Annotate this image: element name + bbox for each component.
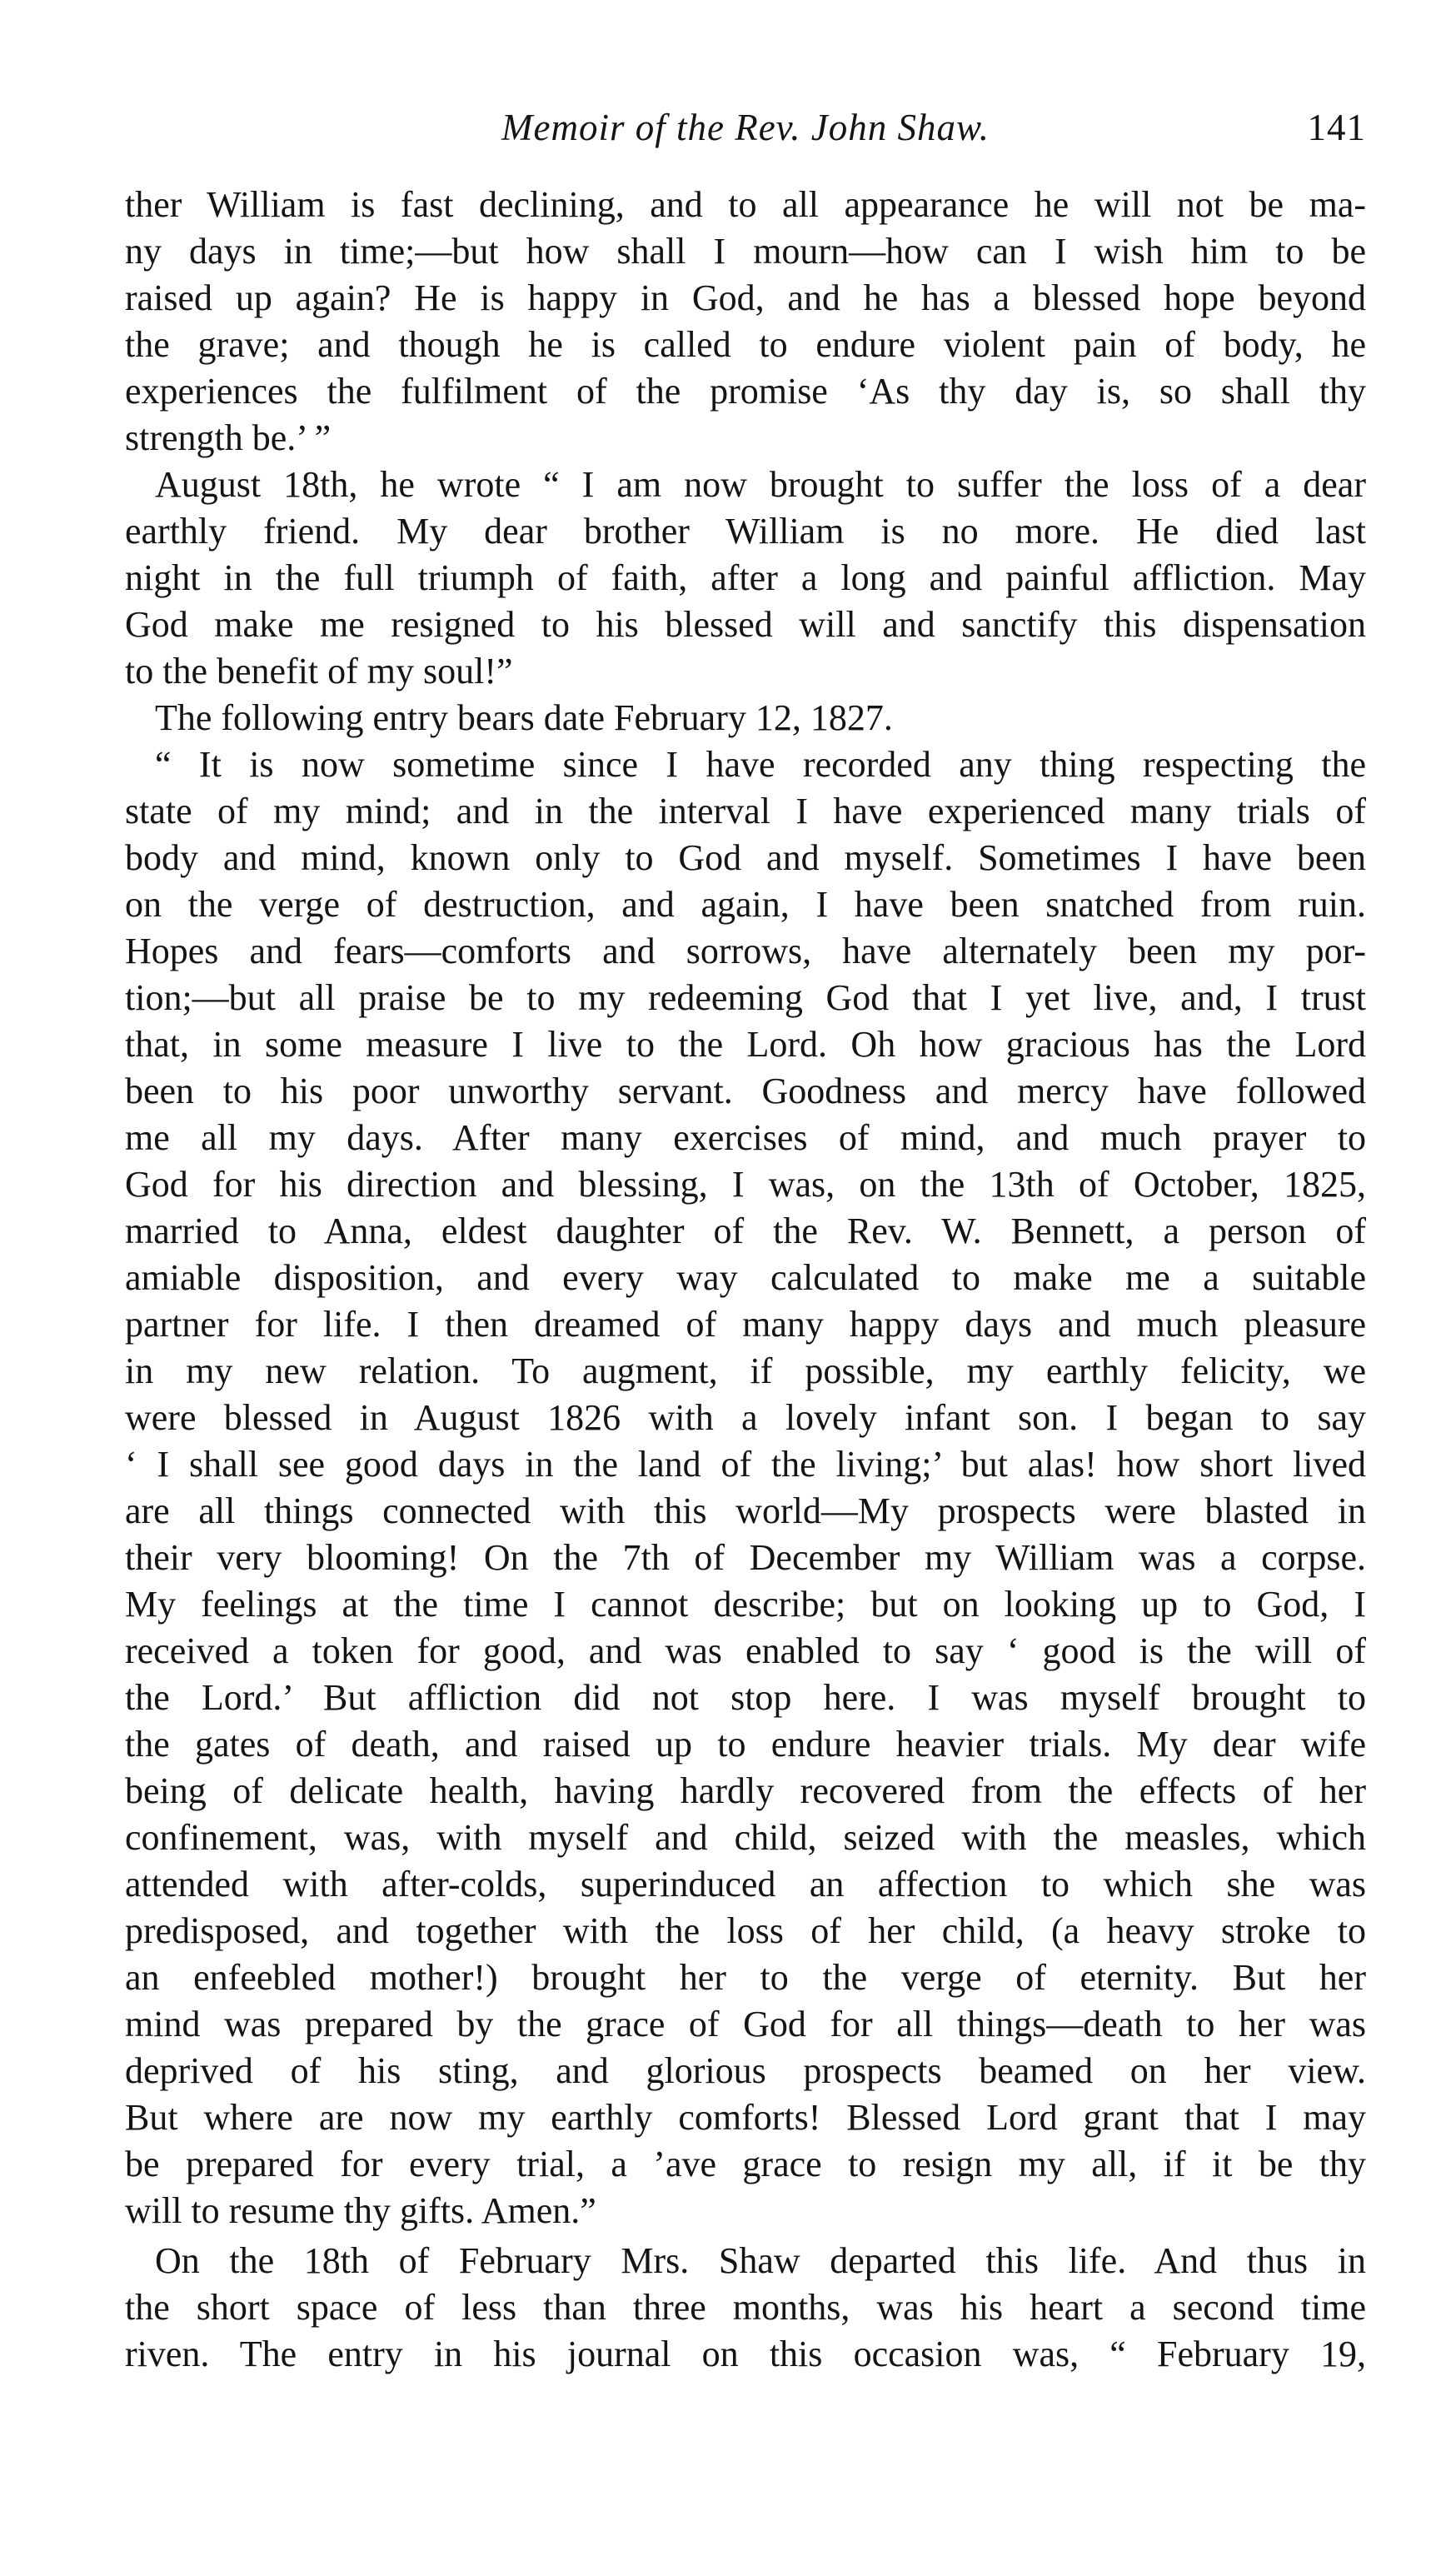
text-line: Hopes and fears—comforts and sorrows, have alternately been my por- [125,931,1366,971]
text-line: state of my mind; and in the interval I have experienced many trials of [125,791,1366,831]
text-line: an enfeebled mother!) brought her to the verge of eternity. But her [125,1957,1366,1998]
text-line: to the benefit of my soul!” [125,651,513,691]
text-line: their very blooming! On the 7th of December my William was a corpse. [125,1537,1366,1578]
page-number: 141 [1307,107,1366,148]
text-line: ther William is fast declining, and to all appearance he will not be ma- [125,184,1366,225]
text-line: But where are now my earthly comforts! Blessed Lord grant that I may [125,2097,1366,2138]
text-line: the Lord.’ But affliction did not stop here. I was myself brought to [125,1677,1366,1718]
text-line: been to his poor unworthy servant. Goodness and mercy have followed [125,1071,1366,1111]
text-line: On the 18th of February Mrs. Shaw departed this life. And thus in [155,2240,1366,2281]
text-line: God for his direction and blessing, I was, on the 13th of October, 1825, [125,1164,1366,1205]
text-line: that, in some measure I live to the Lord. Oh how gracious has the Lord [125,1024,1366,1065]
text-line: me all my days. After many exercises of mind, and much prayer to [125,1117,1366,1158]
text-line: will to resume thy gifts. Amen.” [125,2190,596,2231]
text-line: on the verge of destruction, and again, I have been snatched from ruin. [125,884,1366,925]
text-line: confinement, was, with myself and child, seized with the measles, which [125,1817,1366,1858]
text-line: be prepared for every trial, a ’ave grace to resign my all, if it be thy [125,2144,1366,2184]
running-title: Memoir of the Rev. John Shaw. [501,107,990,148]
text-line: ny days in time;—but how shall I mourn—how can I wish him to be [125,231,1366,272]
text-line: the gates of death, and raised up to endure heavier trials. My dear wife [125,1724,1366,1765]
text-line: body and mind, known only to God and myself. Sometimes I have been [125,837,1366,878]
text-line: attended with after-colds, superinduced an affection to which she was [125,1864,1366,1905]
text-line: experiences the fulfilment of the promise ‘As thy day is, so shall thy [125,371,1366,412]
body-text [125,182,1366,2378]
text-line: earthly friend. My dear brother William is no more. He died last [125,511,1366,552]
text-line: God make me resigned to his blessed will and sanctify this dispensation [125,604,1366,645]
text-line: The following entry bears date February 12, 1827. [155,697,893,738]
text-line: were blessed in August 1826 with a lovely infant son. I began to say [125,1397,1366,1438]
text-line: riven. The entry in his journal on this occasion was, “ February 19, [125,2334,1366,2374]
text-line: raised up again? He is happy in God, and he has a blessed hope beyond [125,277,1366,318]
text-line: married to Anna, eldest daughter of the Rev. W. Bennett, a person of [125,1211,1366,1251]
text-line: deprived of his sting, and glorious prospects beamed on her view. [125,2050,1366,2091]
text-line: August 18th, he wrote “ I am now brought to suffer the loss of a dear [155,464,1366,505]
text-line: mind was prepared by the grace of God for all things—death to her was [125,2004,1366,2044]
text-line: “ It is now sometime since I have recorded any thing respecting the [155,744,1366,785]
text-line: amiable disposition, and every way calculated to make me a suitable [125,1257,1366,1298]
text-line: the grave; and though he is called to endure violent pain of body, he [125,324,1366,365]
text-line: the short space of less than three months, was his heart a second time [125,2287,1366,2328]
text-line: predisposed, and together with the loss of her child, (a heavy stroke to [125,1910,1366,1951]
text-line: night in the full triumph of faith, after a long and painful affliction. May [125,557,1366,598]
running-head [125,98,1366,157]
text-line: partner for life. I then dreamed of many happy days and much pleasure [125,1304,1366,1345]
text-line: in my new relation. To augment, if possible, my earthly felicity, we [125,1350,1366,1391]
text-line: ‘ I shall see good days in the land of the living;’ but alas! how short lived [125,1444,1366,1485]
text-line: are all things connected with this world—My prospects were blasted in [125,1490,1366,1531]
text-line: strength be.’ ” [125,417,332,458]
text-line: My feelings at the time I cannot describe; but on looking up to God, I [125,1584,1366,1625]
text-line: received a token for good, and was enabled to say ‘ good is the will of [125,1630,1366,1671]
text-line: tion;—but all praise be to my redeeming God that I yet live, and, I trust [125,977,1366,1018]
text-line: being of delicate health, having hardly recovered from the effects of her [125,1770,1366,1811]
